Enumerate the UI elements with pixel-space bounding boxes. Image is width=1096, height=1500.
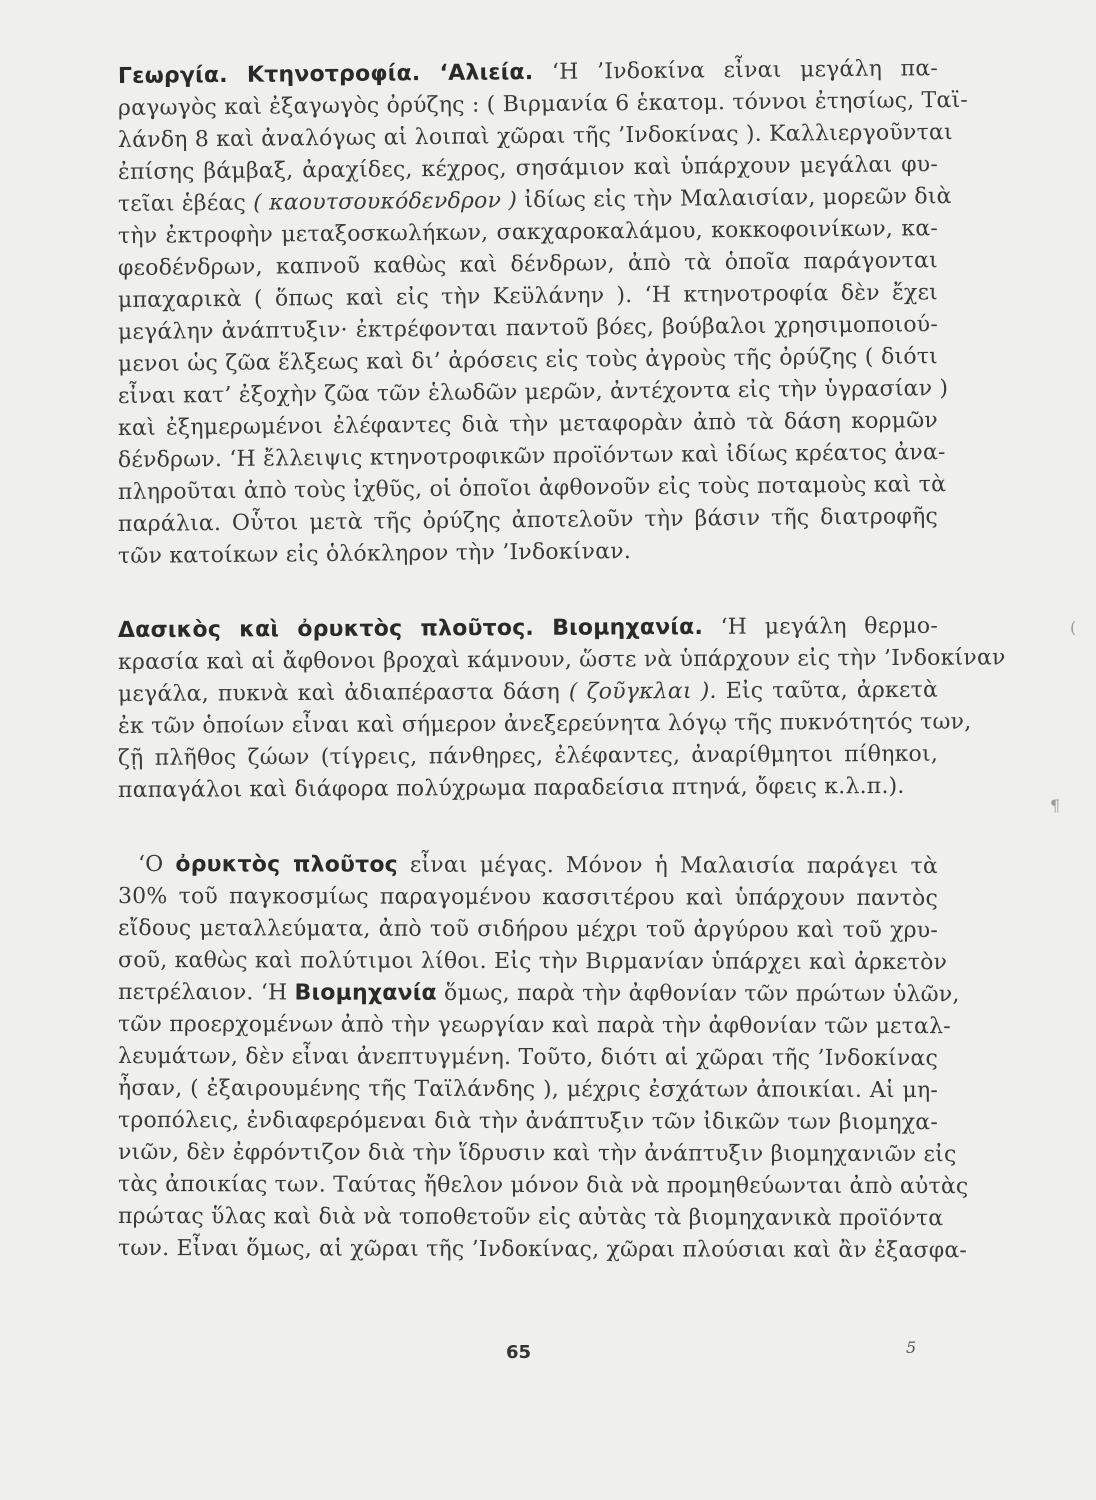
text-line [117,1170,969,1202]
text-run: εἶναι κατ’ ἐξοχὴν ζῶα τῶν ἑλωδῶν μερῶν, ἀντέχοντα εἰς τὴν ὑγρασίαν ) [117,376,949,409]
text-line [118,1074,938,1106]
text-run: λάνδη 8 καὶ ἀναλόγως αἱ λοιπαὶ χῶραι τῆς ’Ινδοκίνας ). Καλλιεργοῦνται [117,119,953,153]
text-run: σοῦ, καθὼς καὶ πολύτιμοι λίθοι. Εἰς τὴν Βιρμανίαν ὑπάρχει καὶ ἀρκετὸν [117,948,948,976]
heading-run: Δασικὸς καὶ ὀρυκτὸς πλοῦτος. Βιομηχανία. [117,614,704,643]
heading-run: Γεωργία. Κτηνοτροφία. ‘Αλιεία. [117,60,534,89]
text-run: παράλια. Οὗτοι μετὰ τῆς ὀρύζης ἀποτελοῦν τὴν βάσιν τῆς διατροφῆς [117,504,939,537]
heading-run: Βιομηχανία [294,980,437,1006]
text-run: δένδρων. ‘Η ἔλλειψις κτηνοτροφικῶν προϊόντων καὶ ἰδίως κρέατος ἀνα- [117,440,946,473]
text-run: τροπόλεις, ἐνδιαφερόμεναι διὰ τὴν ἀνάπτυξιν τῶν ἰδικῶν των βιομηχα- [117,1108,939,1136]
text-run: μεγάλην ἀνάπτυξιν· ἐκτρέφονται παντοῦ βόες, βούβαλοι χρησιμοποιού- [117,312,939,345]
text-line [117,1138,957,1170]
text-run: τῶν κατοίκων εἰς ὁλόκληρον τὴν ’Ινδοκίναν. [117,539,632,569]
italic-run: ( ζοῦγκλαι ). [568,678,717,705]
heading-run: ὀρυκτὸς πλοῦτος [175,852,398,878]
text-line [117,708,972,742]
text-line [118,882,938,914]
italic-run: ( καουτσουκόδενδρον ) [253,188,518,216]
text-line [117,1010,951,1042]
text-run: ‘Ο [137,852,176,878]
text-line [117,644,1006,678]
text-run: Εἰς ταῦτα, ἀρκετὰ [716,677,939,704]
text-run: ζῇ πλῆθος ζώων (τίγρεις, πάνθηρες, ἐλέφαντες, ἀναρίθμητοι πίθηκοι, [117,741,939,771]
text-run: ἰδίως εἰς τὴν Μαλαισίαν, μορεῶν διὰ [516,183,952,214]
text-line [118,914,938,946]
margin-mark: ( [1070,618,1077,637]
text-line [118,676,938,710]
text-run: τὰς ἀποικίας των. Ταύτας ἤθελον μόνον διὰ νὰ προμηθεύωνται ἀπὸ αὐτὰς [117,1172,969,1200]
text-run: μεγάλα, πυκνὰ καὶ ἀδιαπέραστα δάση [117,679,569,707]
text-run: ‘Η ’Ινδοκίνα εἶναι μεγάλη πα- [533,56,939,86]
text-run: των. Εἶναι ὅμως, αἱ χῶραι τῆς ’Ινδοκίνας, χῶραι πλούσιαι καὶ ἂν ἐξασφα- [117,1236,968,1264]
text-run: μενοι ὡς ζῶα ἕλξεως καὶ δι’ ἀρόσεις εἰς τοὺς ἀγροὺς τῆς ὀρύζης ( διότι [117,344,939,377]
text-run: κρασία καὶ αἱ ἄφθονοι βροχαὶ κάμνουν, ὥστε νὰ ὑπάρχουν εἰς τὴν ’Ινδοκίναν [117,645,1006,675]
text-line [117,946,948,978]
text-run: τῶν προερχομένων ἀπὸ τὴν γεωργίαν καὶ παρὰ τὴν ἀφθονίαν τῶν μεταλ- [117,1012,951,1040]
text-line [117,1202,944,1234]
text-line [117,1234,968,1266]
text-run: λευμάτων, δὲν εἶναι ἀνεπτυγμένη. Τοῦτο, διότι αἱ χῶραι τῆς ’Ινδοκίνας [117,1044,939,1072]
text-run: ‘Η μεγάλη θερμο- [702,613,939,640]
text-run: παπαγάλοι καὶ διάφορα πολύχρωμα παραδείσια πτηνά, ὄφεις κ.λ.π.). [117,773,905,803]
page-number: 65 [506,1342,532,1363]
text-run: ἐκ τῶν ὁποίων εἶναι καὶ σήμερον ἀνεξερεύνητα λόγῳ τῆς πυκνότητός των, [117,709,972,739]
text-line [117,978,960,1010]
text-line [118,1042,938,1074]
text-line [118,772,938,806]
text-run: φεοδένδρων, καπνοῦ καθὼς καὶ δένδρων, ἀπὸ τὰ ὁποῖα παράγονται [117,248,939,281]
text-run: τὴν ἐκτροφὴν μεταξοσκωλήκων, σακχαροκαλάμου, κοκκοφοινίκων, κα- [117,216,939,249]
text-run: πρώτας ὕλας καὶ διὰ νὰ τοποθετοῦν εἰς αὐτὰς τὰ βιομηχανικὰ προϊόντα [117,1204,944,1232]
text-run: πετρέλαιον. ‘Η [117,980,295,1006]
text-run: εἴδους μεταλλεύματα, ἀπὸ τοῦ σιδήρου μέχρι τοῦ ἀργύρου καὶ τοῦ χρυ- [117,916,939,944]
text-run: εἶναι μέγας. Μόνον ἡ Μαλαισία παράγει τὰ [397,852,939,880]
text-run: ἦσαν, ( ἐξαιρουμένης τῆς Ταϊλάνδης ), μέχρις ἐσχάτων ἀποικίαι. Αἱ μη- [117,1076,939,1104]
margin-mark: ¶ [1050,796,1061,815]
text-line [118,534,938,572]
text-run: καὶ ἐξημερωμένοι ἐλέφαντες διὰ τὴν μεταφορὰν ἀπὸ τὰ δάση κορμῶν [117,408,939,441]
text-run: ραγωγὸς καὶ ἐξαγωγὸς ὀρύζης : ( Βιρμανία 6 ἑκατομ. τόννοι ἐτησίως, Ταϊ- [117,87,969,121]
text-run: ἐπίσης βάμβαξ, ἀραχίδες, κέχρος, σησάμιον καὶ ὑπάρχουν μεγάλαι φυ- [117,152,939,185]
text-run: πληροῦται ἀπὸ τοὺς ἰχθῦς, οἱ ὁποῖοι ἀφθονοῦν εἰς τοὺς ποταμοὺς καὶ τὰ [117,472,947,505]
text-run: 30% τοῦ παγκοσμίως παραγομένου κασσιτέρου καὶ ὑπάρχουν παντὸς [117,884,939,912]
text-line [118,740,938,774]
text-line [118,612,938,646]
text-run: νιῶν, δὲν ἐφρόντιζον διὰ τὴν ἵδρυσιν καὶ τὴν ἀνάπτυξιν βιομηχανιῶν εἰς [117,1140,957,1168]
text-run: τεῖαι ἑβέας [117,190,254,217]
text-run: ὅμως, παρὰ τὴν ἀφθονίαν τῶν πρώτων ὑλῶν, [436,980,960,1008]
text-line [138,850,938,882]
text-run: μπαχαρικὰ ( ὅπως καὶ εἰς τὴν Κεϋλάνην ). ‘Η κτηνοτροφία δὲν ἔχει [117,280,939,313]
text-line [118,1106,938,1138]
signature-mark: 5 [906,1338,917,1357]
